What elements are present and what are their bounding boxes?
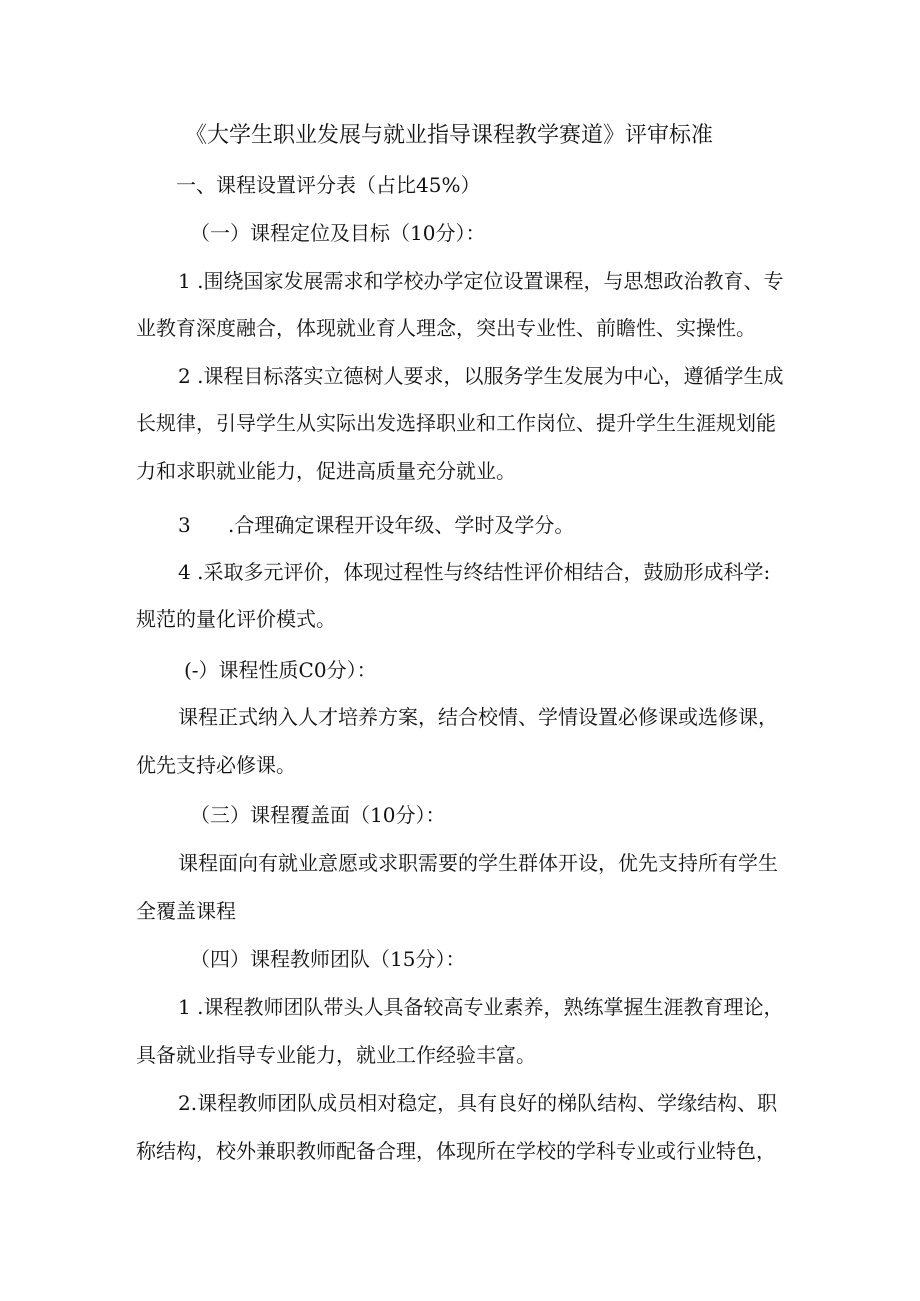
paragraph-line: 2.课程教师团队成员相对稳定，具有良好的梯队结构、学缘结构、职 (178, 1091, 778, 1115)
paragraph-line: 全覆盖课程 (136, 899, 236, 923)
paragraph-line: 具备就业指导专业能力，就业工作经验丰富。 (136, 1043, 536, 1067)
subsection-heading-coverage: （三）课程覆盖面（10分）： (190, 803, 446, 827)
section-heading-course-setup: 一、课程设置评分表（占比45%） (176, 173, 481, 197)
paragraph-line: 课程面向有就业意愿或求职需要的学生群体开设，优先支持所有学生 (178, 851, 778, 875)
paragraph-line: 1 .课程教师团队带头人具备较高专业素养，熟练掌握生涯教育理论， (178, 995, 784, 1019)
subsection-heading-positioning: （一）课程定位及目标（10分）： (190, 221, 486, 245)
document-title: 《大学生职业发展与就业指导课程教学赛道》评审标准 (185, 123, 714, 148)
paragraph-line: 优先支持必修课。 (136, 753, 296, 777)
paragraph-line: 力和求职就业能力，促进高质量充分就业。 (136, 459, 516, 483)
paragraph-line: 4 .采取多元评价，体现过程性与终结性评价相结合，鼓励形成科学: (178, 560, 771, 584)
list-number: 3 (178, 513, 191, 537)
paragraph-line: 规范的量化评价模式。 (136, 607, 336, 631)
paragraph-line: 课程正式纳入人才培养方案，结合校情、学情设置必修课或选修课， (178, 705, 778, 729)
paragraph-line: 业教育深度融合，体现就业育人理念，突出专业性、前瞻性、实操性。 (136, 316, 756, 340)
paragraph-line: 1 .围绕国家发展需求和学校办学定位设置课程，与思想政治教育、专 (178, 269, 784, 293)
subsection-heading-team: （四）课程教师团队（15分）： (190, 947, 466, 971)
paragraph-line: 2 .课程目标落实立德树人要求，以服务学生发展为中心，遵循学生成 (178, 364, 784, 388)
paragraph-line: 长规律，引导学生从实际出发选择职业和工作岗位、提升学生生涯规划能 (136, 411, 776, 435)
subsection-heading-nature: (-）课程性质C0分）： (184, 658, 377, 682)
paragraph-line: .合理确定课程开设年级、学时及学分。 (228, 513, 575, 537)
paragraph-line: 称结构，校外兼职教师配备合理，体现所在学校的学科专业或行业特色， (136, 1139, 776, 1163)
